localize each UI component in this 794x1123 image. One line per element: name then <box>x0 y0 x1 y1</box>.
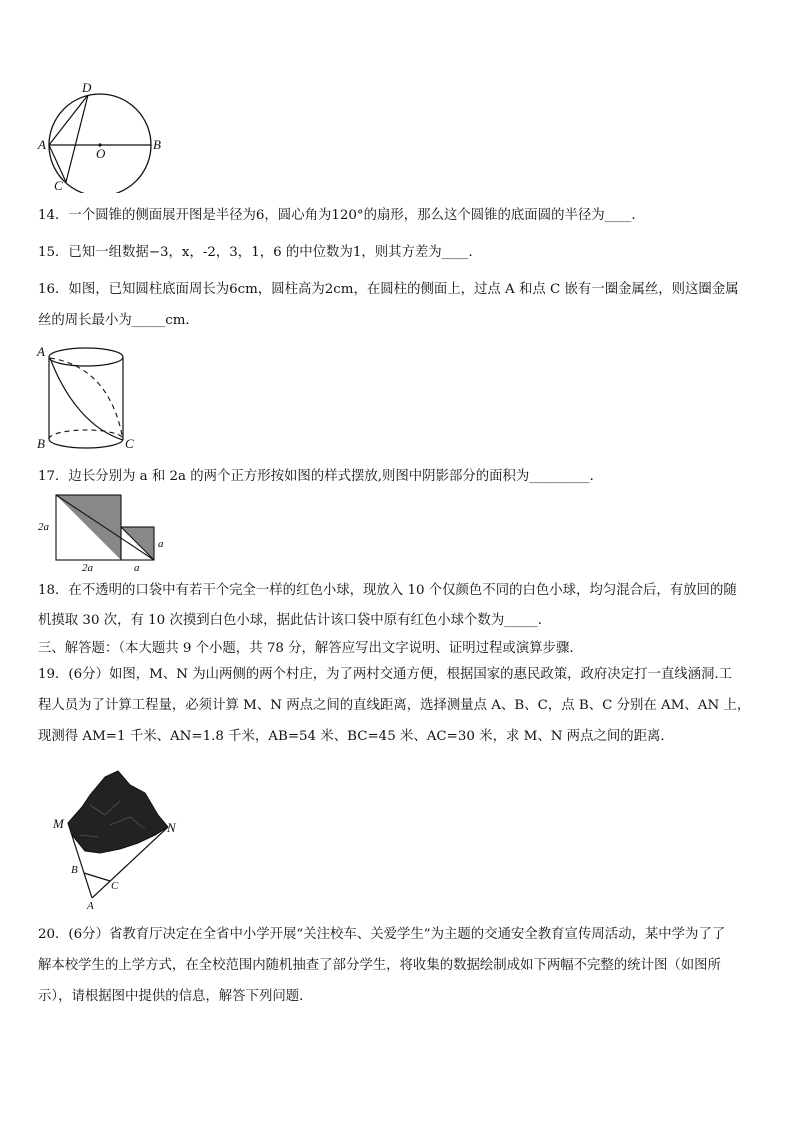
label-c: C <box>111 880 119 892</box>
question-19-line-2: 程人员为了计算工程量，必须计算 M、N 两点之间的直线距离，选择测量点 A、B、C，点 B、C 分别在 AM、AN 上， <box>38 698 751 713</box>
question-18-line-1: 18．在不透明的口袋中有若干个完全一样的红色小球，现放入 10 个仅颜色不同的白色小球，均匀混合后，有放回的随 <box>38 583 737 598</box>
wire-back <box>50 358 123 440</box>
label-right-a: a <box>158 538 164 550</box>
label-d: D <box>82 80 92 95</box>
wire-front <box>50 358 123 440</box>
label-o: O <box>96 146 106 161</box>
label-bottom-2a: 2a <box>82 562 93 574</box>
question-17: 17．边长分别为 a 和 2a 的两个正方形按如图的样式摆放,则图中阴影部分的面积为_________． <box>38 469 603 484</box>
cylinder-bottom-back <box>49 430 123 439</box>
cylinder-top <box>49 348 123 366</box>
question-19-line-1: 19．(6分）如图，M、N 为山两侧的两个村庄，为了两村交通方便，根据国家的惠民政策，政府决定打一直线涵洞.工 <box>38 667 733 682</box>
question-20-line-3: 示），请根据图中提供的信息，解答下列问题． <box>38 989 313 1004</box>
label-c: C <box>125 436 134 451</box>
section-3-heading: 三、解答题：（本大题共 9 个小题，共 78 分，解答应写出文字说明、证明过程或演算步骤． <box>38 641 583 656</box>
label-b: B <box>71 864 78 876</box>
label-a: A <box>38 137 46 152</box>
shaded-region-1 <box>56 495 121 560</box>
chord-dc <box>66 95 88 182</box>
question-20-line-1: 20．(6分）省教育厅决定在全省中小学开展“关注校车、关爱学生”为主题的交通安全教育宣传周活动，某中学为了了 <box>38 927 726 942</box>
question-14: 14．一个圆锥的侧面展开图是半径为6，圆心角为120°的扇形，那么这个圆锥的底面圆的半径为____． <box>38 208 645 223</box>
question-16-line-2: 丝的周长最小为_____cm． <box>38 313 199 328</box>
question-18-line-2: 机摸取 30 次，有 10 次摸到白色小球，据此估计该口袋中原有红色小球个数为_____． <box>38 613 552 628</box>
cylinder-figure <box>36 340 146 455</box>
label-left-2a: 2a <box>38 521 49 533</box>
cylinder-bottom-front <box>49 439 123 448</box>
question-19-line-3: 现测得 AM=1 千米、AN=1.8 千米，AB=54 米、BC=45 米、AC=30 米，求 M、N 两点之间的距离． <box>38 729 674 744</box>
label-b: B <box>153 137 161 152</box>
mountain-figure <box>50 765 190 910</box>
chord-ac <box>49 145 66 182</box>
label-bottom-a: a <box>134 562 140 574</box>
label-n: N <box>167 820 176 835</box>
label-a: A <box>37 344 45 359</box>
label-b: B <box>37 436 45 451</box>
label-a: A <box>87 900 94 910</box>
question-20-line-2: 解本校学生的上学方式，在全校范围内随机抽查了部分学生，将收集的数据绘制成如下两幅不完整的统计图（如图所 <box>38 958 721 973</box>
circle-figure <box>36 78 166 193</box>
squares-figure <box>36 490 176 575</box>
question-15: 15．已知一组数据−3，x，-2，3，1，6 的中位数为1，则其方差为____． <box>38 245 482 260</box>
segment-bc <box>84 873 110 881</box>
question-16-line-1: 16．如图，已知圆柱底面周长为6cm，圆柱高为2cm，在圆柱的侧面上，过点 A 和点 C 嵌有一圈金属丝，则这圈金属 <box>38 282 739 297</box>
label-c: C <box>54 178 63 193</box>
label-m: M <box>53 816 64 831</box>
